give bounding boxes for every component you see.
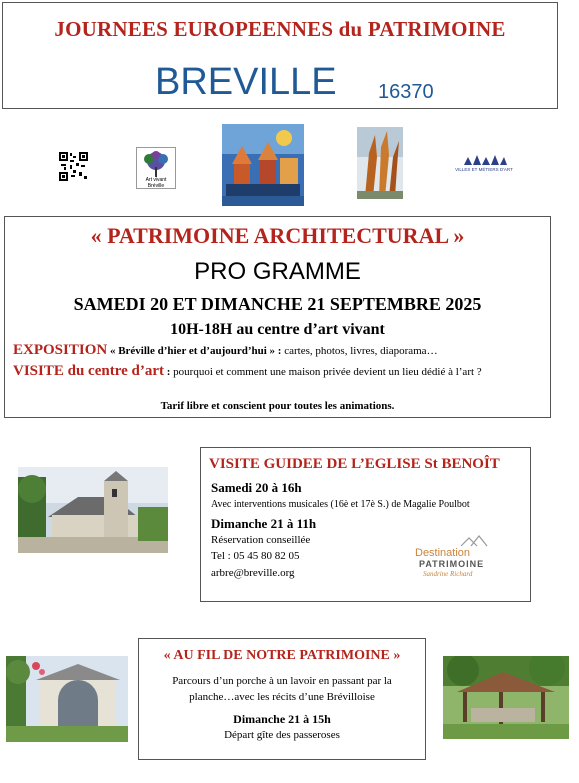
walk-when: Dimanche 21 à 15h	[233, 712, 331, 726]
visit-sunday: Dimanche 21 à 11h	[211, 516, 317, 531]
walk-desc-line1: Parcours d’un porche à un lavoir en passant par la	[172, 675, 392, 687]
theme-title: « PATRIMOINE ARCHITECTURAL »	[90, 223, 465, 248]
town-name: BREVILLE	[155, 61, 337, 103]
walk-start: Départ gîte des passeroses	[224, 729, 340, 741]
exposition-title: « Bréville d’hier et d’aujourd’hui » :	[109, 345, 282, 357]
art-vivant-caption: Art vivant Bréville	[145, 177, 167, 189]
sandrine-richard-word: Sandrine Richard	[423, 570, 473, 578]
event-title: JOURNEES EUROPEENNES du PATRIMOINE	[54, 17, 506, 41]
exposition-detail: cartes, photos, livres, diaporama…	[284, 345, 438, 357]
program-box	[4, 216, 551, 418]
visite-line	[13, 363, 482, 380]
visite-label: VISITE du centre d’art	[13, 363, 164, 379]
town-illustration-image	[222, 124, 304, 206]
tarif-note: Tarif libre et conscient pour toutes les animations.	[160, 400, 395, 412]
heritage-walk-box	[138, 638, 426, 760]
patrimoine-word: PATRIMOINE	[419, 559, 485, 569]
village-roof-icon	[413, 534, 493, 548]
program-heading: PRO GRAMME	[194, 258, 361, 285]
event-dates: SAMEDI 20 ET DIMANCHE 21 SEPTEMBRE 2025	[73, 294, 482, 314]
destination-word: Destination	[415, 547, 471, 559]
tree-icon	[137, 149, 175, 179]
visit-title: VISITE GUIDEE DE L’EGLISE St BENOÎT	[209, 456, 500, 472]
event-hours: 10H-18H au centre d’art vivant	[170, 321, 385, 338]
church-visit-box	[200, 447, 531, 602]
visit-reservation: Réservation conseillée	[211, 534, 311, 546]
visit-saturday-note: Avec interventions musicales (16è et 17è S.) de Magalie Poulbot	[211, 499, 470, 510]
header-box	[2, 2, 558, 109]
villes-metiers-art-icon	[460, 153, 508, 167]
destination-patrimoine-logo	[413, 534, 493, 580]
postcode: 16370	[378, 81, 434, 103]
visit-saturday: Samedi 20 à 16h	[211, 480, 302, 495]
qr-code-icon	[59, 152, 88, 181]
visit-phone: Tel : 05 45 80 82 05	[211, 550, 300, 562]
villes-metiers-art-caption: VILLES ET MÉTIERS D'ART	[455, 167, 513, 172]
sculpture-photo-image	[357, 127, 403, 199]
walk-title: « AU FIL DE NOTRE PATRIMOINE »	[163, 648, 401, 663]
visite-colon: :	[166, 366, 171, 378]
walk-desc-line2: planche…avec les récits d’une Brévilloise	[189, 691, 375, 703]
lavoir-photo-image	[443, 656, 569, 739]
art-vivant-logo	[136, 147, 176, 189]
visit-email: arbre@breville.org	[211, 567, 295, 579]
porch-photo-image	[6, 656, 128, 742]
visite-detail: pourquoi et comment une maison privée devient un lieu dédié à l’art ?	[173, 366, 482, 378]
exposition-line	[13, 342, 438, 359]
church-photo-image	[18, 467, 168, 553]
villes-metiers-art-logo	[455, 153, 513, 177]
exposition-label: EXPOSITION	[13, 342, 108, 358]
